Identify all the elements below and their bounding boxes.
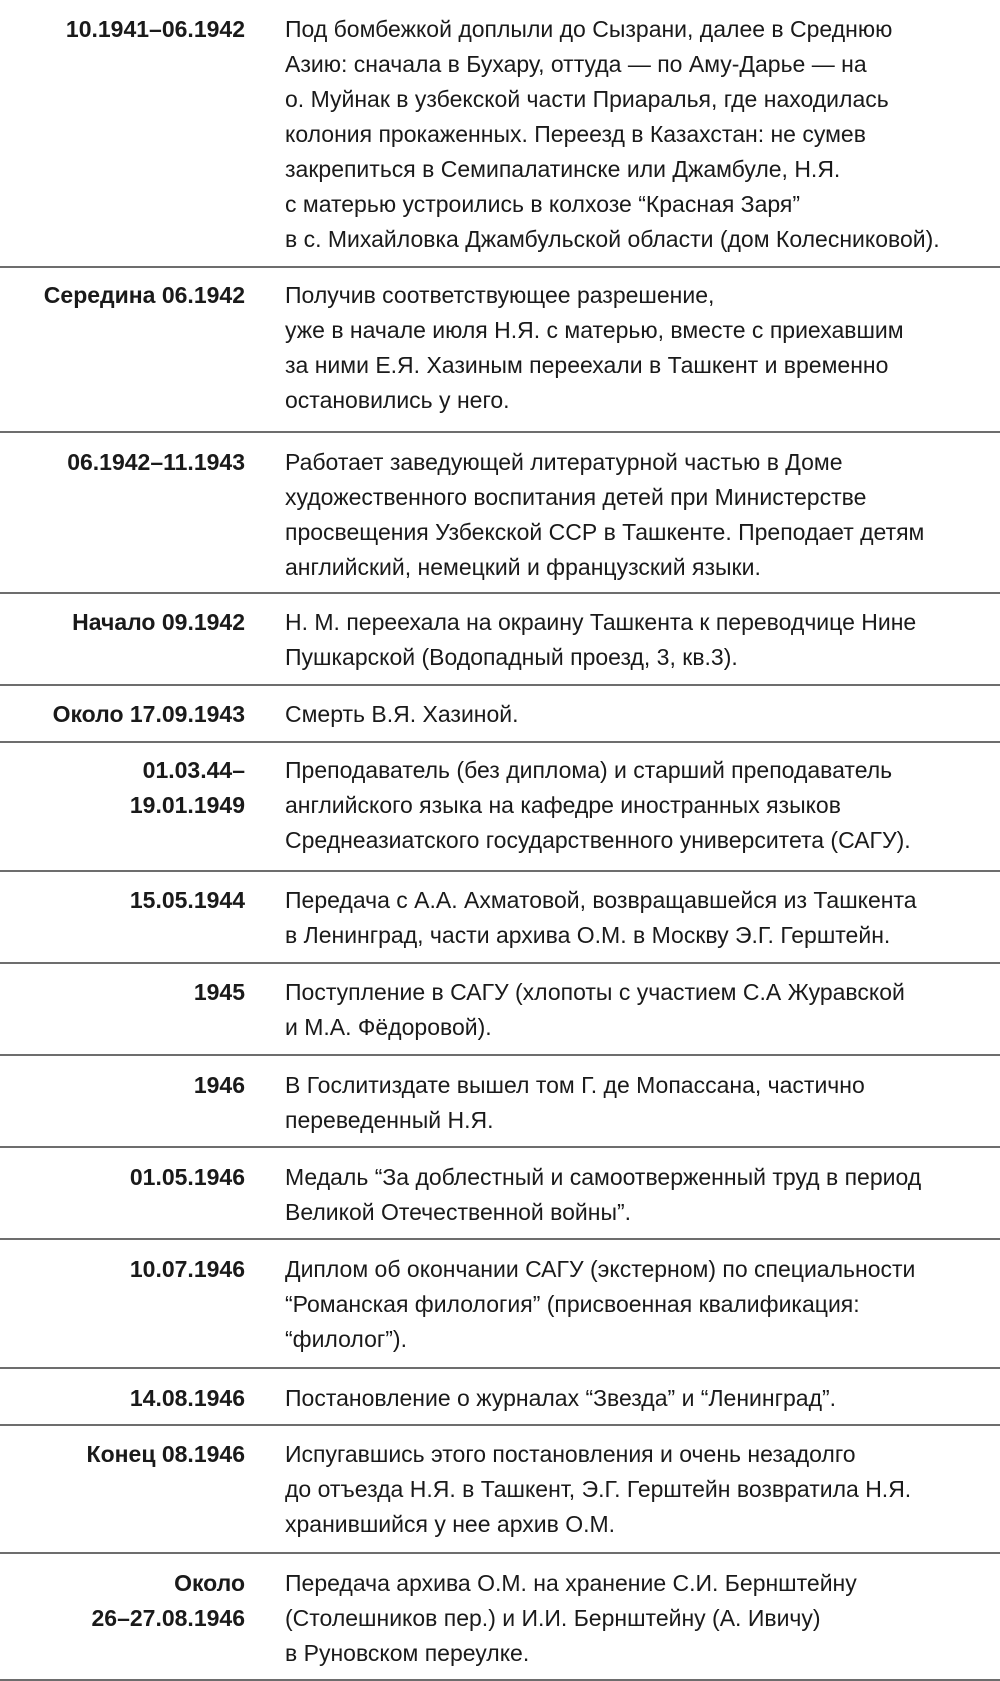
timeline-row xyxy=(0,686,1000,743)
timeline-description xyxy=(285,1437,1000,1542)
timeline-description-line: переведенный Н.Я. xyxy=(285,1107,494,1133)
timeline-date xyxy=(15,697,245,732)
timeline-row xyxy=(0,872,1000,964)
timeline-description-line: английский, немецкий и французский языки. xyxy=(285,554,761,580)
timeline-row xyxy=(0,1369,1000,1426)
timeline-row xyxy=(0,1554,1000,1681)
timeline-date xyxy=(15,278,245,313)
timeline-description-line: с матерью устроились в колхозе “Красная Заря” xyxy=(285,191,801,217)
timeline-description-line: Передача архива О.М. на хранение С.И. Бернштейну xyxy=(285,1570,857,1596)
timeline-description-line: колония прокаженных. Переезд в Казахстан: не сумев xyxy=(285,121,866,147)
timeline-description xyxy=(285,1252,1000,1357)
timeline-date-line: 10.07.1946 xyxy=(129,1256,245,1282)
timeline-description-line: В Гослитиздате вышел том Г. де Мопассана, частично xyxy=(285,1072,865,1098)
timeline-description xyxy=(285,278,1000,418)
timeline-date xyxy=(15,1068,245,1103)
timeline-description-line: Азию: сначала в Бухару, оттуда — по Аму-Дарье — на xyxy=(285,51,867,77)
timeline-date-line: Конец 08.1946 xyxy=(86,1441,245,1467)
timeline-description-line: Работает заведующей литературной частью в Доме xyxy=(285,449,843,475)
timeline-description-line: Пушкарской (Водопадный проезд, 3, кв.3). xyxy=(285,644,738,670)
timeline-date xyxy=(15,1381,245,1416)
timeline-date xyxy=(15,1437,245,1472)
timeline-date-line: Середина 06.1942 xyxy=(43,282,245,308)
timeline-date xyxy=(15,975,245,1010)
timeline-description-line: Постановление о журналах “Звезда” и “Ленинград”. xyxy=(285,1385,837,1411)
timeline-date-line: 1945 xyxy=(193,979,245,1005)
timeline-description-line: Преподаватель (без диплома) и старший преподаватель xyxy=(285,757,893,783)
timeline-description xyxy=(285,445,1000,585)
timeline-description-line: в Ленинград, части архива О.М. в Москву Э.Г. Герштейн. xyxy=(285,922,891,948)
timeline-description-line: просвещения Узбекской ССР в Ташкенте. Преподает детям xyxy=(285,519,925,545)
timeline-description xyxy=(285,1381,1000,1416)
timeline-description-line: английского языка на кафедре иностранных языков xyxy=(285,792,841,818)
timeline-date-line: 19.01.1949 xyxy=(129,792,245,818)
timeline-description-line: в с. Михайловка Джамбульской области (дом Колесниковой). xyxy=(285,226,940,252)
timeline-description-line: “филолог”). xyxy=(285,1326,407,1352)
timeline-date xyxy=(15,883,245,918)
timeline-description-line: художественного воспитания детей при Министерстве xyxy=(285,484,867,510)
timeline-description-line: Медаль “За доблестный и самоотверженный труд в период xyxy=(285,1164,922,1190)
timeline-description-line: Диплом об окончании САГУ (экстерном) по специальности xyxy=(285,1256,916,1282)
timeline-description xyxy=(285,753,1000,858)
timeline-description xyxy=(285,12,1000,257)
timeline-date-line: Начало 09.1942 xyxy=(72,609,245,635)
timeline-description-line: закрепиться в Семипалатинске или Джамбуле, Н.Я. xyxy=(285,156,841,182)
timeline-description-line: Среднеазиатского государственного университета (САГУ). xyxy=(285,827,911,853)
timeline-row xyxy=(0,964,1000,1056)
timeline-row xyxy=(0,1240,1000,1369)
timeline-description-line: Великой Отечественной войны”. xyxy=(285,1199,632,1225)
timeline-date xyxy=(15,1252,245,1287)
timeline-description-line: в Руновском переулке. xyxy=(285,1640,530,1666)
timeline-row xyxy=(0,594,1000,686)
timeline-description xyxy=(285,975,1000,1045)
timeline-date-line: 06.1942–11.1943 xyxy=(67,449,245,475)
timeline-date-line: 14.08.1946 xyxy=(129,1385,245,1411)
timeline-row xyxy=(0,433,1000,594)
timeline-description xyxy=(285,1566,1000,1671)
timeline-date xyxy=(15,753,245,823)
timeline-row xyxy=(0,743,1000,872)
timeline-description-line: остановились у него. xyxy=(285,387,510,413)
timeline-row xyxy=(0,1426,1000,1554)
timeline-date-line: 1946 xyxy=(193,1072,245,1098)
timeline-description-line: за ними Е.Я. Хазиным переехали в Ташкент и временно xyxy=(285,352,889,378)
timeline-date xyxy=(15,1566,245,1636)
timeline-description-line: “Романская филология” (присвоенная квалификация: xyxy=(285,1291,860,1317)
timeline-row xyxy=(0,0,1000,268)
timeline-date xyxy=(15,445,245,480)
timeline-description xyxy=(285,697,1000,732)
timeline-description-line: Смерть В.Я. Хазиной. xyxy=(285,701,519,727)
timeline-description-line: о. Муйнак в узбекской части Приаралья, где находилась xyxy=(285,86,889,112)
timeline-description-line: Передача с А.А. Ахматовой, возвращавшейся из Ташкента xyxy=(285,887,917,913)
timeline-description-line: уже в начале июля Н.Я. с матерью, вместе с приехавшим xyxy=(285,317,904,343)
timeline-row xyxy=(0,1148,1000,1240)
timeline-date-line: Около 17.09.1943 xyxy=(52,701,245,727)
timeline-date xyxy=(15,605,245,640)
timeline-description-line: Н. М. переехала на окраину Ташкента к переводчице Нине xyxy=(285,609,917,635)
timeline-date xyxy=(15,12,245,47)
timeline-description-line: и М.А. Фёдоровой). xyxy=(285,1014,492,1040)
timeline-description-line: до отъезда Н.Я. в Ташкент, Э.Г. Герштейн возвратила Н.Я. xyxy=(285,1476,912,1502)
timeline-date-line: 10.1941–06.1942 xyxy=(65,16,245,42)
timeline-description xyxy=(285,605,1000,675)
timeline-description xyxy=(285,1160,1000,1230)
timeline-description-line: (Столешников пер.) и И.И. Бернштейну (А. Ивичу) xyxy=(285,1605,821,1631)
timeline-description-line: Испугавшись этого постановления и очень незадолго xyxy=(285,1441,856,1467)
timeline-description-line: Поступление в САГУ (хлопоты с участием С.А Журавской xyxy=(285,979,905,1005)
timeline-date-line: 01.05.1946 xyxy=(129,1164,245,1190)
timeline-date-line: 01.03.44– xyxy=(142,757,245,783)
timeline-description xyxy=(285,883,1000,953)
timeline-description-line: Под бомбежкой доплыли до Сызрани, далее в Среднюю xyxy=(285,16,893,42)
timeline-description-line: Получив соответствующее разрешение, xyxy=(285,282,715,308)
timeline-date-line: 15.05.1944 xyxy=(129,887,245,913)
timeline-date-line: Около xyxy=(174,1570,245,1596)
timeline-description xyxy=(285,1068,1000,1138)
timeline-date-line: 26–27.08.1946 xyxy=(91,1605,245,1631)
timeline-row xyxy=(0,1056,1000,1148)
timeline-row xyxy=(0,268,1000,433)
timeline-date xyxy=(15,1160,245,1195)
timeline-description-line: хранившийся у нее архив О.М. xyxy=(285,1511,616,1537)
